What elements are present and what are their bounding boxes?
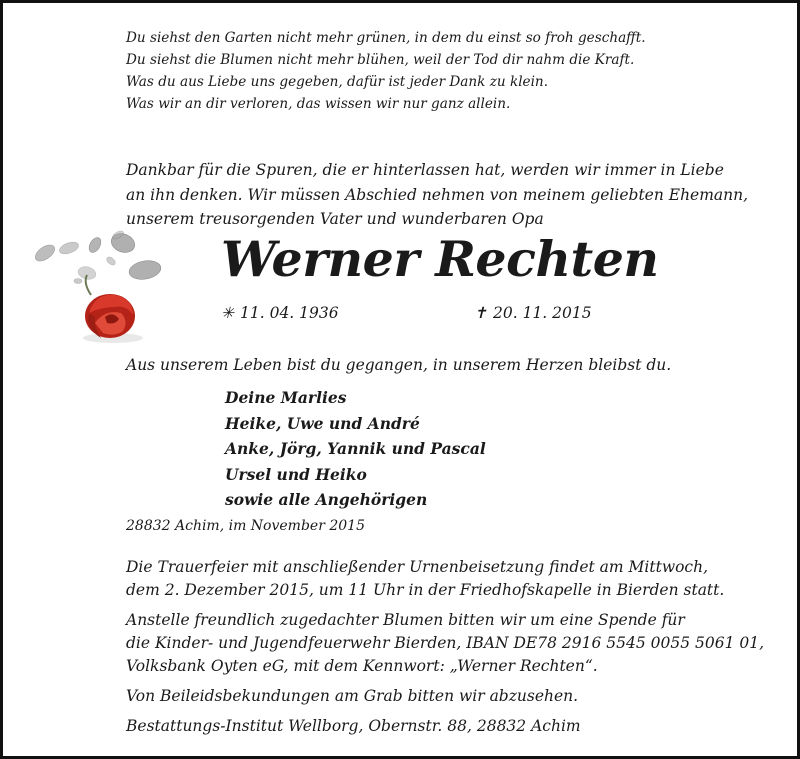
donation-line: die Kinder- und Jugendfeuerwehr Bierden, IBAN DE78 2916 5545 0055 5061 01, (126, 634, 765, 652)
donation-line: Anstelle freundlich zugedachter Blumen bitten wir um eine Spende für (126, 611, 685, 629)
star-icon: ✳ (221, 304, 234, 322)
intro-line: unserem treusorgenden Vater und wunderbaren Opa (126, 210, 544, 228)
intro-text (126, 158, 748, 232)
poem-line: Was wir an dir verloren, das wissen wir nur ganz allein. (126, 96, 511, 112)
family-member: Deine Marlies (225, 388, 347, 407)
family-member: sowie alle Angehörigen (225, 490, 428, 509)
intro-line: Dankbar für die Spuren, die er hinterlassen hat, werden wir immer in Liebe (126, 161, 724, 179)
family-member: Heike, Uwe und André (225, 413, 420, 433)
death-date-value: 20. 11. 2015 (493, 304, 592, 322)
funeral-info (126, 556, 764, 738)
rose-petals-image (23, 213, 173, 348)
poem-line: Was du aus Liebe uns gegeben, dafür ist jeder Dank zu klein. (126, 74, 549, 90)
intro-line: an ihn denken. Wir müssen Abschied nehmen von meinem geliebten Ehemann, (126, 185, 749, 204)
donation-line: Volksbank Oyten eG, mit dem Kennwort: „Werner Rechten“. (126, 657, 598, 675)
undertaker: Bestattungs-Institut Wellborg, Obernstr. 88, 28832 Achim (126, 717, 581, 735)
family-member: Anke, Jörg, Yannik und Pascal (225, 439, 486, 458)
poem (126, 27, 646, 115)
poem-line: Du siehst den Garten nicht mehr grünen, in dem du einst so froh geschafft. (126, 30, 646, 46)
funeral-line: dem 2. Dezember 2015, um 11 Uhr in der Friedhofskapelle in Bierden statt. (126, 581, 725, 599)
birth-date-value: 11. 04. 1936 (240, 304, 339, 322)
family-member: Ursel und Heiko (225, 464, 367, 484)
cross-icon: ✝ (474, 304, 487, 322)
deceased-name: Werner Rechten (221, 230, 659, 288)
birth-date (221, 302, 339, 324)
condolence-note: Von Beileidsbekundungen am Grab bitten wir abzusehen. (126, 687, 579, 705)
death-date (474, 302, 592, 324)
funeral-line: Die Trauerfeier mit anschließender Urnenbeisetzung findet am Mittwoch, (126, 558, 709, 576)
poem-line: Du siehst die Blumen nicht mehr blühen, weil der Tod dir nahm die Kraft. (126, 52, 635, 68)
farewell-line: Aus unserem Leben bist du gegangen, in unserem Herzen bleibst du. (126, 356, 672, 374)
family-list (225, 385, 486, 513)
place-date: 28832 Achim, im November 2015 (126, 518, 365, 534)
